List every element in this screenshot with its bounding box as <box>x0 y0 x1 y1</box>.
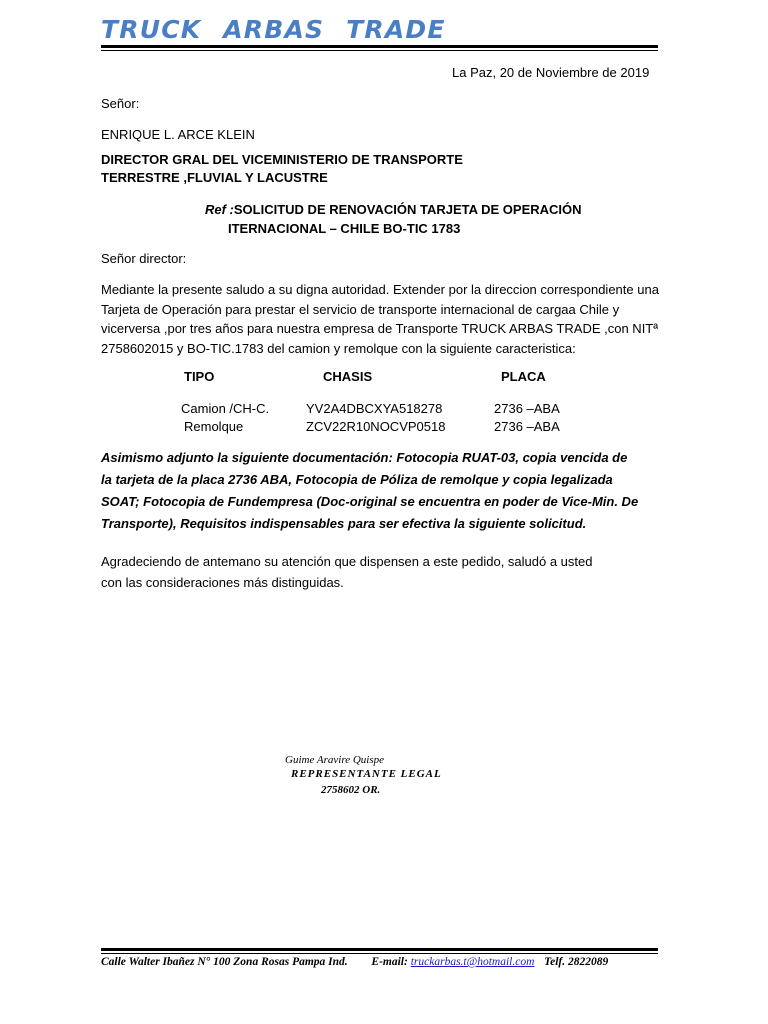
body-line: 2758602015 y BO-TIC.1783 del camion y remolque con la siguiente caracteristica: <box>101 340 576 356</box>
table-cell-chasis: ZCV22R10NOCVP0518 <box>306 419 446 434</box>
footer-email-link[interactable]: truckarbas.t@hotmail.com <box>410 956 535 968</box>
attachments-line: Asimismo adjunto la siguiente documentación: Fotocopia RUAT-03, copia vencida de <box>101 450 628 465</box>
table-cell-chasis: YV2A4DBCXYA518278 <box>306 401 443 416</box>
reference-line2: ITERNACIONAL – CHILE BO-TIC 1783 <box>228 221 461 236</box>
company-title: TRUCK ARBAS TRADE <box>101 15 446 44</box>
attachments-line: Transporte), Requisitos indispensables para ser efectiva la siguiente solicitud. <box>101 516 587 531</box>
closing-line: Agradeciendo de antemano su atención que dispensen a este pedido, saludó a usted <box>101 554 593 569</box>
reference-label: Ref : <box>205 202 234 217</box>
closing-line: con las consideraciones más distinguidas. <box>101 575 344 590</box>
attachments-line: la tarjeta de la placa 2736 ABA, Fotocopia de Póliza de remolque y copia legalizada <box>101 472 613 487</box>
recipient-name: ENRIQUE L. ARCE KLEIN <box>101 127 255 142</box>
header-rule-thin <box>101 50 658 51</box>
greeting: Señor director: <box>101 251 187 266</box>
table-header-chasis: CHASIS <box>323 369 373 384</box>
body-line: Mediante la presente saludo a su digna autoridad. Extender por la direccion correspondiente una <box>101 282 659 297</box>
reference-subject: SOLICITUD DE RENOVACIÓN TARJETA DE OPERACIÓN <box>233 202 582 217</box>
table-cell-placa: 2736 –ABA <box>494 419 560 434</box>
footer <box>101 956 608 968</box>
salutation: Señor: <box>101 96 140 111</box>
letter-date: La Paz, 20 de Noviembre de 2019 <box>452 65 650 80</box>
recipient-title-line2: TERRESTRE ,FLUVIAL Y LACUSTRE <box>101 170 328 185</box>
signature-role: REPRESENTANTE LEGAL <box>291 768 442 780</box>
body-paragraph <box>101 280 661 358</box>
body-line: vicerversa ,por tres años para nuestra empresa de Transporte TRUCK ARBAS TRADE ,con NITª <box>101 321 659 336</box>
footer-phone: Telf. 2822089 <box>544 956 609 968</box>
signature-id: 2758602 OR. <box>321 784 381 796</box>
footer-email-label: E-mail: <box>371 956 408 968</box>
header-rule-thick <box>101 45 658 48</box>
reference-line1 <box>205 202 582 218</box>
table-cell-tipo: Camion /CH-C. <box>181 401 270 416</box>
attachments-paragraph <box>101 447 661 535</box>
footer-address: Calle Walter Ibañez N° 100 Zona Rosas Pampa Ind. <box>101 956 348 968</box>
body-line: Tarjeta de Operación para prestar el servicio de transporte internacional de cargaa Chile y <box>101 301 620 317</box>
footer-rule-thin <box>101 953 658 954</box>
table-cell-tipo: Remolque <box>184 419 244 434</box>
attachments-line: SOAT; Fotocopia de Fundempresa (Doc-original se encuentra en poder de Vice-Min. De <box>101 494 639 509</box>
closing-paragraph <box>101 551 661 593</box>
table-header-placa: PLACA <box>501 369 546 384</box>
signature-name: Guime Aravire Quispe <box>285 754 384 766</box>
table-header-tipo: TIPO <box>184 369 215 384</box>
recipient-title-line1: DIRECTOR GRAL DEL VICEMINISTERIO DE TRANSPORTE <box>101 152 463 167</box>
footer-rule-thick <box>101 948 658 951</box>
table-cell-placa: 2736 –ABA <box>494 401 560 416</box>
